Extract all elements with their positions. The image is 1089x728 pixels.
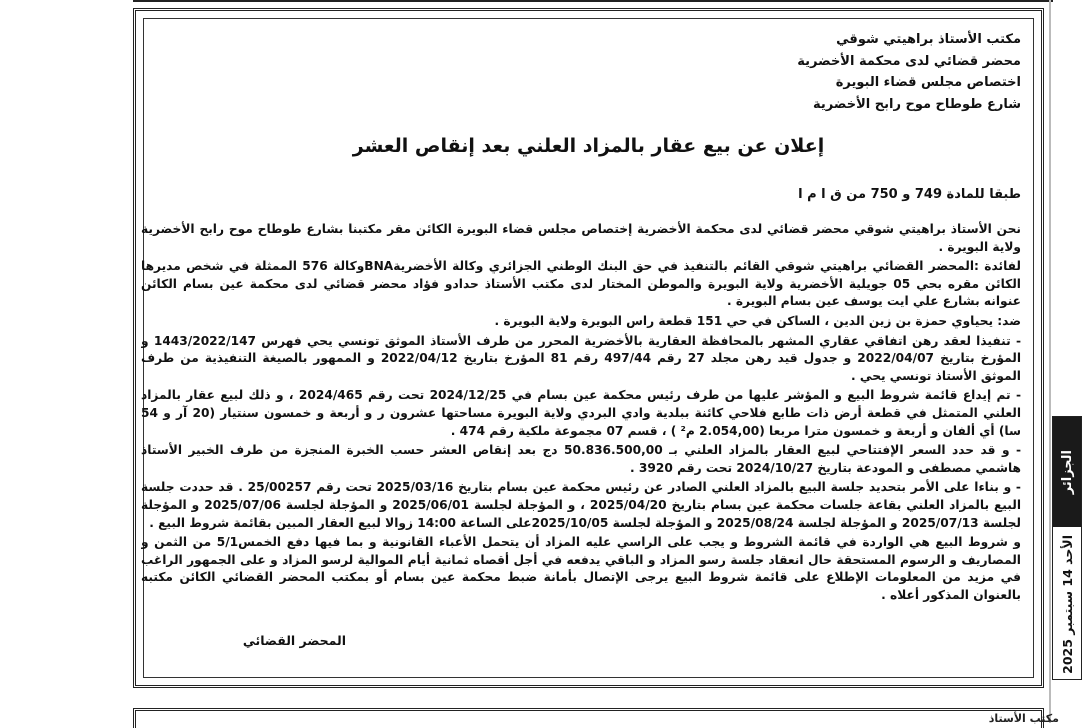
header-address: شارع طوطاح موح رابح الأخضرية (813, 96, 1021, 112)
next-notice-header: مكتب الأستاذ (988, 712, 1059, 725)
notice-body (141, 221, 1021, 681)
paragraph-mortgage: - تنفيذا لعقد رهن اتفاقي عقاري المشهر بالمحافظة العقارية بالأخضرية المحرر من طرف الأستاذ الموثق تونسي يحي فهرس 1443/2022/147 و المؤرخ بتاريخ 2022/04/07 و جدول قيد رهن مجلد 27 رقم 497/44 رقم 81 المؤرخ بتاريخ 2022/04/12 و الممهور بالصيغة التنفيذية من طرف الموثق الأستاذ تونسي يحي . (141, 333, 1021, 383)
header-jurisdiction: اختصاص مجلس قضاء البويرة (835, 75, 1021, 90)
header-office-name: مكتب الأستاذ براهيتي شوقي (836, 32, 1021, 47)
paragraph-sale-terms: و شروط البيع هي الواردة في قائمة الشروط و يجب على الراسي عليه المزاد أن يتحمل الأعباء القانونية و بما فيها دفع الخمس5/1 من الثمن و المصاريف و الرسوم المستحقة حال انعقاد جلسة رسو المزاد و الباقي يدفعه في أجل أقصاه ثمانية أيام الموالية لرسو المزاد و على الجمهور الراغب في مزيد من المعلومات الإطلاع على قائمة شروط البيع يرجى الإتصال بأمانة ضبط محكمة عين بسام أو بمكتب المحضر القضائي الكائن مكتبه بالعنوان المذكور أعلاه . (141, 535, 1021, 602)
legal-basis: طبقا للمادة 749 و 750 من ق ا م ا (798, 187, 1021, 202)
paragraph-beneficiary: لفائدة :المحضر القضائي براهيتي شوقي القائم بالتنفيذ في حق البنك الوطني الجزائري وكالة الأخضريةBNAوكالة 576 الممثلة في شخص مديرها الكائن مقره بحي 05 جويلية الأخضرية ولاية البويرة والموطن المختار لدى مكتب الأستاذ حدادو فؤاد محضر قضائي لدى محكمة عين بسام الكائن عنوانه بشارع علي ايت يوسف عين بسام البويرة . (141, 259, 1021, 309)
issue-date (1053, 531, 1081, 677)
page-gutter-rule (1049, 0, 1051, 723)
page-top-rule (133, 0, 1053, 2)
paragraph-debtor: ضد: يحياوي حمزة بن زين الدين ، الساكن في حي 151 قطعة راس البويرة ولاية البويرة . (494, 313, 1021, 328)
newspaper-logo (1053, 417, 1081, 527)
paragraph-session-dates: - و بناءا على الأمر بتحديد جلسة البيع بالمزاد العلني الصادر عن رئيس محكمة عين بسام بتاريخ 2025/03/16 تحت رقم 25/00257 . قد حددت جلسة البيع بالمزاد العلني بقاعة جلسات محكمة عين بسام بتاريخ 2025/04/20 ، و المؤجلة لجلسة 2025/06/01 و المؤجلة لجلسة 2025/07/06 و المؤجلة لجلسة 2025/07/13 و المؤجلة لجلسة 2025/08/24 و المؤجلة لجلسة 2025/10/05على الساعة 14:00 زوالا لبيع العقار المبين بقائمة شروط البيع . (141, 480, 1021, 530)
notice-title: إعلان عن بيع عقار بالمزاد العلني بعد إنقاص العشر (352, 135, 825, 157)
issue-date-text: الأحد 14 سبتمبر 2025 (1059, 534, 1075, 674)
paragraph-bailiff-intro: نحن الأستاذ براهيتي شوقي محضر قضائي لدى محكمة الأخضرية إختصاص مجلس قضاء البويرة الكائن مقر مكتبنا بشارع طوطاح موح رابح الأخضرية ولاية البويرة . (141, 222, 1021, 254)
paragraph-conditions-filing: - تم إيداع قائمة شروط البيع و المؤشر عليها من طرف رئيس محكمة عين بسام في 2024/12/25 تحت رقم 2024/465 ، و ذلك لبيع عقار بالمزاد العلني المتمثل في قطعة أرض ذات طابع فلاحي كائنة ببلدية وادي البردي ولاية البويرة مساحتها عشرون ر و أربعة و خمسون سنتيار (20 آر و 54 سا) أي ألفان و أربعة و خمسون مترا مربعا (2.054,00 م² ) ، قسم 07 مجموعة ملكية رقم 474 . (141, 388, 1021, 438)
signature: المحضر القضائي (242, 633, 346, 648)
newspaper-side-strip (1052, 416, 1082, 680)
bailiff-office-header (521, 29, 1021, 115)
newspaper-logo-text: الجزائر (1059, 449, 1075, 495)
auction-notice (133, 8, 1044, 688)
paragraph-opening-price: - و قد حدد السعر الإفتتاحي لبيع العقار بالمزاد العلني بـ 50.836.500,00 دج بعد إنقاص العشر حسب الخبرة المنجزة من طرف الخبير الأستاذ هاشمي مصطفى و المودعة بتاريخ 2024/10/27 تحت رقم 3920 . (141, 443, 1021, 475)
next-notice-frame (133, 708, 1044, 728)
header-bailiff-court: محضر قضائي لدى محكمة الأخضرية (797, 53, 1021, 69)
